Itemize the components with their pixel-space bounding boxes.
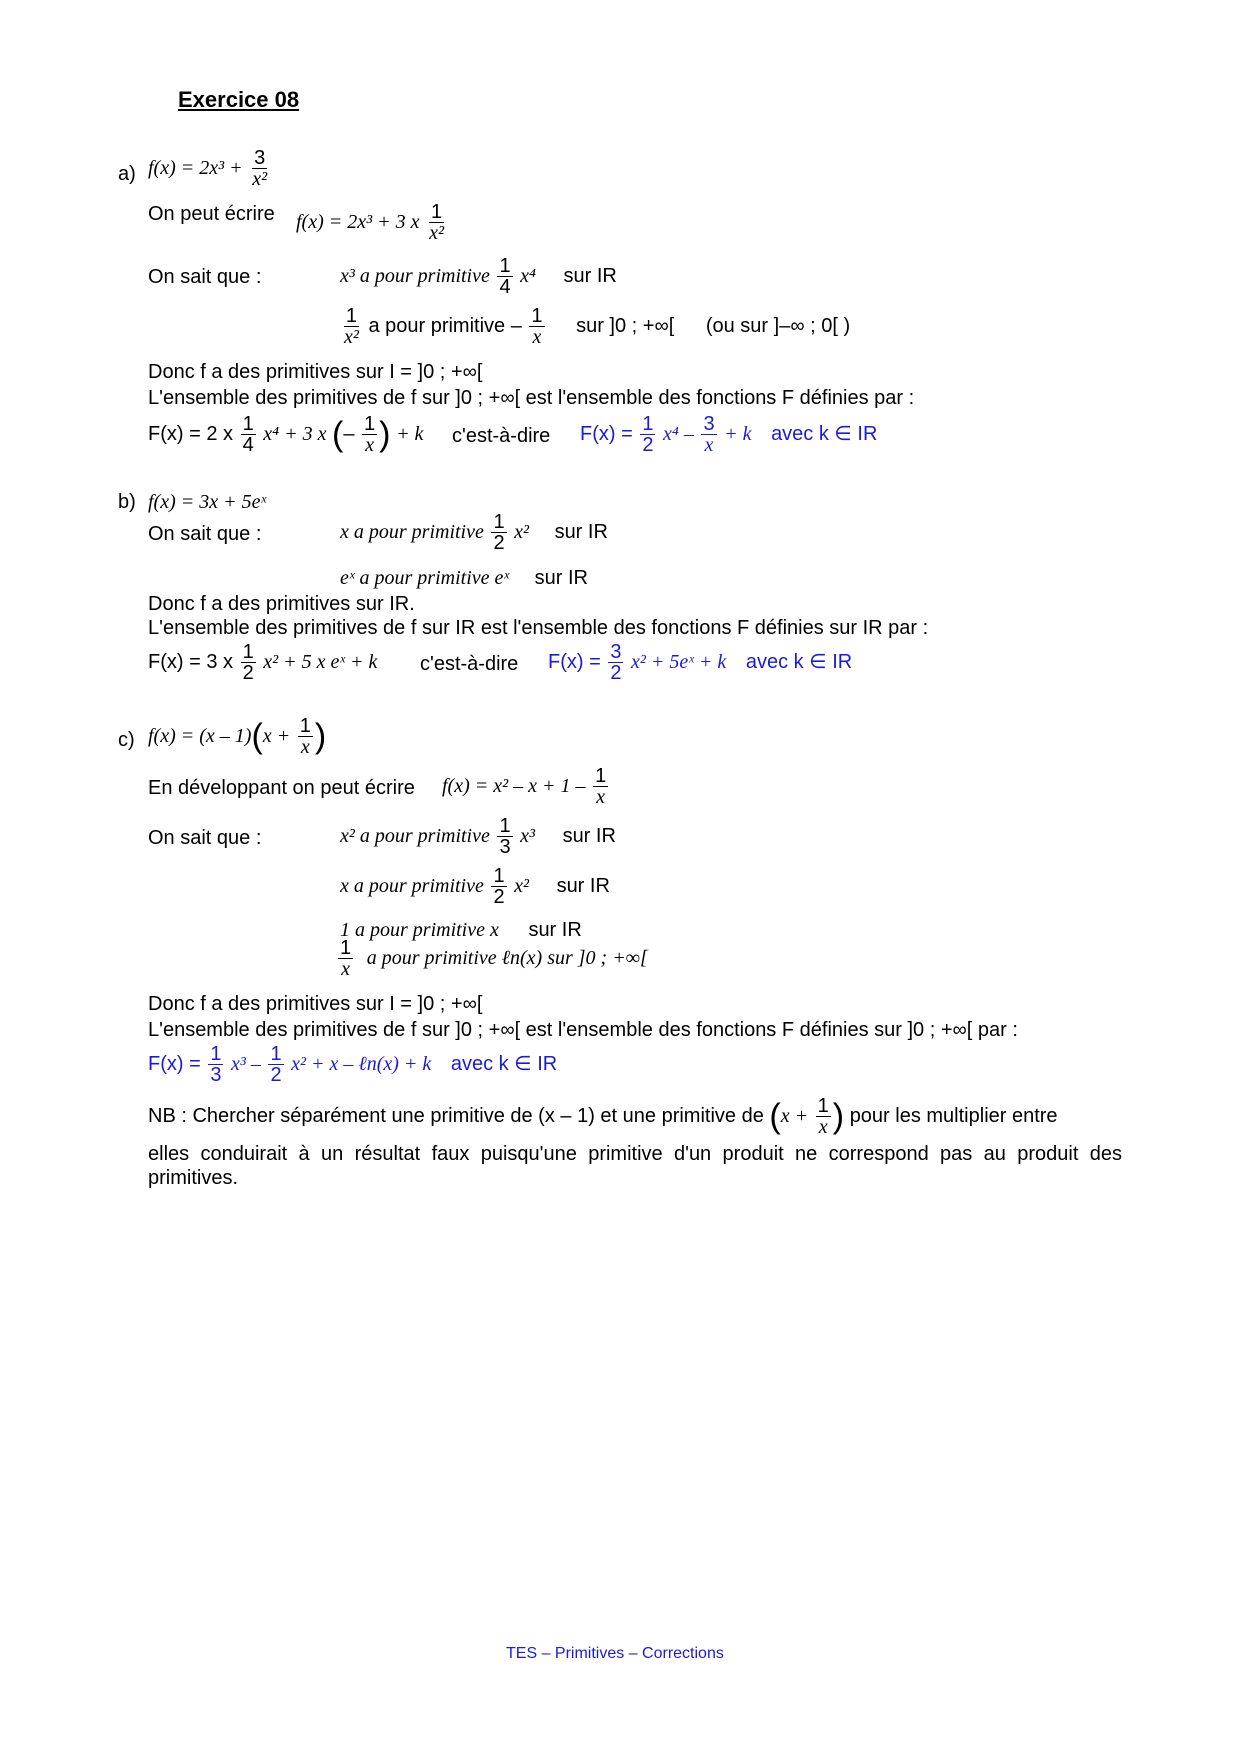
- b-label: b): [118, 491, 136, 513]
- a-donc: Donc f a des primitives sur I = ]0 ; +∞[: [148, 361, 483, 383]
- c-label: c): [118, 729, 135, 751]
- b-donc: Donc f a des primitives sur IR.: [148, 593, 415, 615]
- c-rule-2: x a pour primitive $\frac{1}{2}$ x² sur IR: [340, 865, 610, 908]
- a-rule-1: x³ a pour primitive $\frac{1}{4}$ x⁴ sur IR: [340, 255, 617, 298]
- c-dev-intro: En développant on peut écrire: [148, 777, 415, 799]
- a-label: a): [118, 163, 136, 185]
- c-donc: Donc f a des primitives sur I = ]0 ; +∞[: [148, 993, 483, 1015]
- a-f-definition: f(x) = 2x³ + $\frac{3}{\text{x²}}$: [148, 147, 268, 190]
- b-f-definition: f(x) = 3x + 5eˣ: [148, 491, 267, 513]
- a-F-expression: F(x) = 2 x $\frac{1}{4}$ x⁴ + 3 x (– $\frac{1}{x}$ ) + k: [148, 413, 424, 456]
- b-result: F(x) = $\frac{3}{2}$ x² + 5eˣ + k avec k ∈ IR: [548, 641, 853, 684]
- b-F-expression: F(x) = 3 x $\frac{1}{2}$ x² + 5 x eˣ + k: [148, 641, 378, 684]
- a-known-intro: On sait que :: [148, 266, 262, 288]
- c-rule-1: x² a pour primitive $\frac{1}{3}$ x³ sur IR: [340, 815, 616, 858]
- a-write-intro: On peut écrire: [148, 203, 275, 225]
- a-result: F(x) = $\frac{1}{2}$ x⁴ – $\frac{3}{x}$ + k avec k ∈ IR: [580, 413, 878, 456]
- c-dev-expression: f(x) = x² – x + 1 – $\frac{1}{x}$: [442, 765, 607, 808]
- a-ensemble: L'ensemble des primitives de f sur ]0 ; +∞[ est l'ensemble des fonctions F définies par :: [148, 387, 915, 409]
- c-rule-4: $\frac{1}{x}$ a pour primitive ℓn(x) sur ]0 ; +∞[: [340, 937, 648, 980]
- c-ensemble: L'ensemble des primitives de f sur ]0 ; +∞[ est l'ensemble des fonctions F définies sur ]0 ; +∞[ par :: [148, 1019, 1018, 1041]
- page-footer: TES – Primitives – Corrections: [506, 1645, 724, 1662]
- page-title: Exercice 08: [178, 87, 300, 112]
- b-ensemble: L'ensemble des primitives de f sur IR est l'ensemble des fonctions F définies sur IR par :: [148, 617, 929, 639]
- b-rule-2: eˣ a pour primitive eˣ sur IR: [340, 567, 588, 589]
- c-known-intro: On sait que :: [148, 827, 262, 849]
- b-rule-1: x a pour primitive $\frac{1}{2}$ x² sur IR: [340, 511, 608, 554]
- b-cad: c'est-à-dire: [420, 653, 519, 675]
- c-f-definition: f(x) = (x – 1)(x + $\frac{1}{x}$ ): [148, 715, 327, 758]
- b-known-intro: On sait que :: [148, 523, 262, 545]
- a-cad: c'est-à-dire: [452, 425, 551, 447]
- c-rule-3: 1 a pour primitive x sur IR: [340, 919, 582, 941]
- a-rule-2: $\frac{1}{\text{x²}}$ a pour primitive – $\frac{1}{x}$ sur ]0 ; +∞[ (ou sur ]–∞ ; 0[ ): [344, 305, 851, 348]
- c-result: F(x) = $\frac{1}{3}$ x³ – $\frac{1}{2}$ x² + x – ℓn(x) + k avec k ∈ IR: [148, 1043, 558, 1086]
- nb-note-continuation: elles conduirait à un résultat faux puisqu'une primitive d'un produit ne correspond pas au produit des primitives.: [148, 1143, 1122, 1189]
- nb-note-first-line: NB : Chercher séparément une primitive de (x – 1) et une primitive de (x + $\frac{1}{x}$ ) pour les multiplier entre: [148, 1095, 1058, 1138]
- a-write-expression: f(x) = 2x³ + 3 x $\frac{1}{\text{x²}}$: [296, 201, 444, 244]
